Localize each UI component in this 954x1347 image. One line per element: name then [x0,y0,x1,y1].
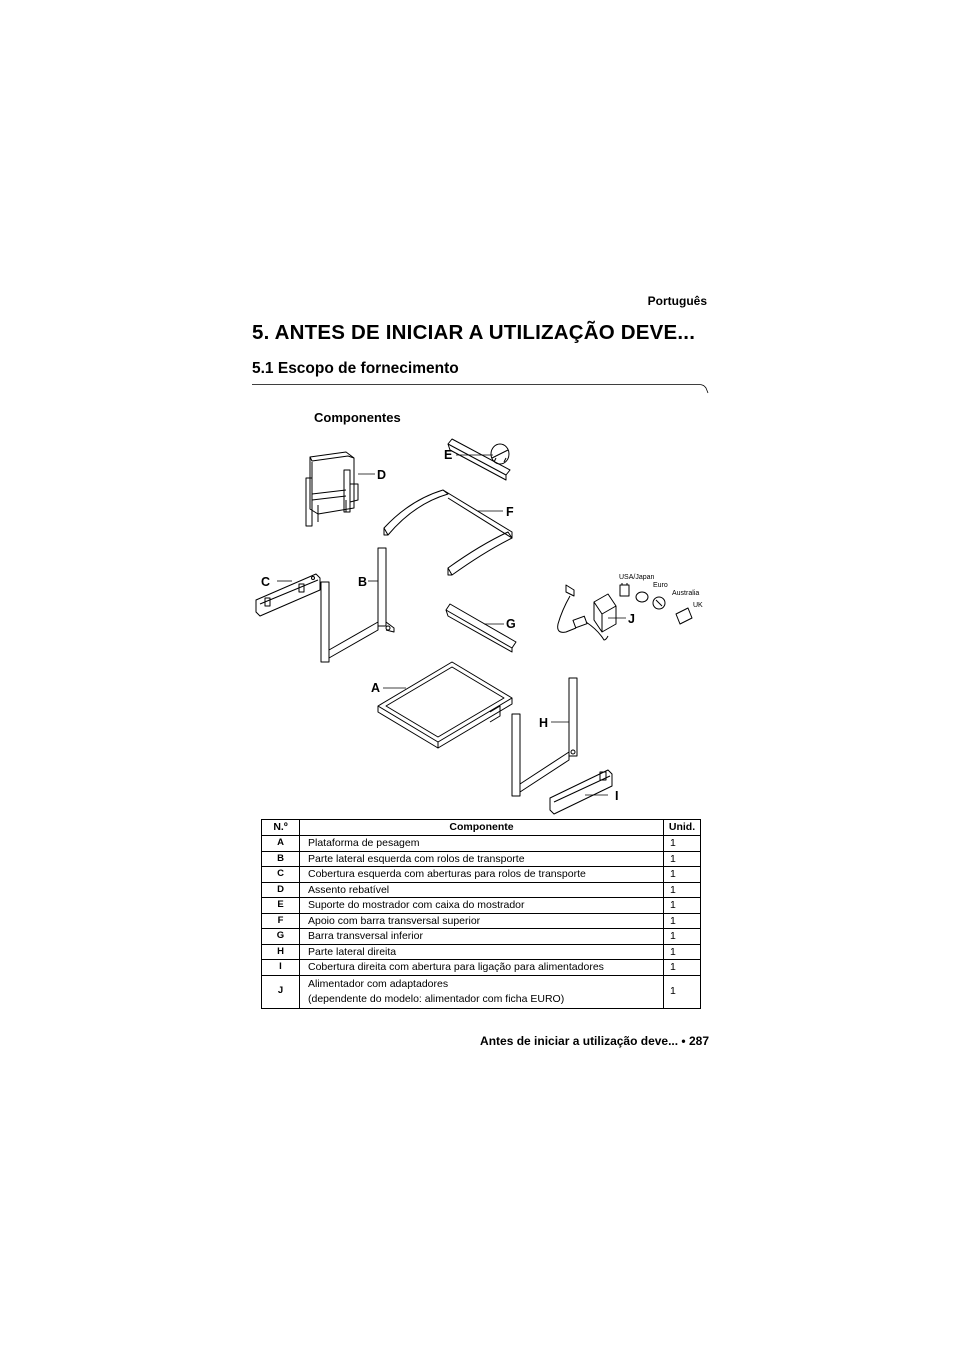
table-row [262,960,701,976]
column-header-number: N.º [262,820,300,836]
callout-d: D [377,468,387,482]
table-row [262,944,701,960]
callout-a: A [371,681,381,695]
adapter-usa-japan-label: USA/Japan [619,574,655,581]
section-title: 5. ANTES DE INICIAR A UTILIZAÇÃO DEVE... [252,321,696,344]
row-id: F [262,913,300,929]
components-heading: Componentes [314,410,401,425]
language-label: Português [647,294,707,308]
row-id: C [262,867,300,883]
row-units: 1 [664,898,701,914]
row-component: Cobertura esquerda com aberturas para rolos de transporte [300,867,664,883]
page-footer: Antes de iniciar a utilização deve... • 287 [480,1034,709,1048]
callout-i: I [615,789,619,803]
callout-c: C [261,575,271,589]
adapter-uk-label: UK [693,602,703,609]
row-component-line-2: (dependente do modelo: alimentador com ficha EURO) [308,992,565,1005]
row-id: J [262,975,300,1008]
table-header-row [262,820,701,836]
column-header-units: Unid. [664,820,701,836]
row-component: Parte lateral direita [300,944,664,960]
row-component: Parte lateral esquerda com rolos de transporte [300,851,664,867]
part-h-right-side [512,678,577,796]
column-header-component: Componente [300,820,664,836]
table-row [262,975,701,1008]
part-b-left-side [321,548,394,662]
table-row [262,867,701,883]
row-id: E [262,898,300,914]
table-row [262,913,701,929]
row-id: D [262,882,300,898]
row-component: Assento rebatível [300,882,664,898]
row-units: 1 [664,929,701,945]
components-table [261,819,701,1009]
row-units: 1 [664,882,701,898]
callout-h: H [539,716,549,730]
part-d-folding-seat [306,452,358,526]
callout-b: B [358,575,368,589]
row-units: 1 [664,913,701,929]
subsection-title: 5.1 Escopo de fornecimento [252,360,459,377]
row-id: H [262,944,300,960]
callout-e: E [444,448,453,462]
row-component: Cobertura direita com abertura para ligação para alimentadores [300,960,664,976]
adapter-australia-label: Australia [672,590,700,597]
row-units: 1 [664,867,701,883]
row-id: I [262,960,300,976]
table-row [262,929,701,945]
table-row [262,836,701,852]
callout-g: G [506,617,516,631]
table-row [262,851,701,867]
row-id: A [262,836,300,852]
adapter-euro-label: Euro [653,582,668,589]
row-component: Suporte do mostrador com caixa do mostrador [300,898,664,914]
row-units: 1 [664,836,701,852]
part-e-display-holder [448,439,510,480]
table-row [262,898,701,914]
row-units: 1 [664,975,701,1008]
part-a-weighing-platform [378,662,512,748]
row-component: Barra transversal inferior [300,929,664,945]
row-component: Apoio com barra transversal superior [300,913,664,929]
callout-f: F [506,505,514,519]
row-units: 1 [664,960,701,976]
row-units: 1 [664,851,701,867]
part-i-right-cover [550,770,612,814]
section-divider [252,383,712,397]
row-id: B [262,851,300,867]
row-units: 1 [664,944,701,960]
row-component [300,975,664,1008]
components-illustration [240,425,720,815]
part-f-backrest [384,490,512,575]
row-id: G [262,929,300,945]
row-component: Plataforma de pesagem [300,836,664,852]
table-row [262,882,701,898]
row-component-line-1: Alimentador com adaptadores [308,977,449,990]
callout-j: J [628,612,635,626]
